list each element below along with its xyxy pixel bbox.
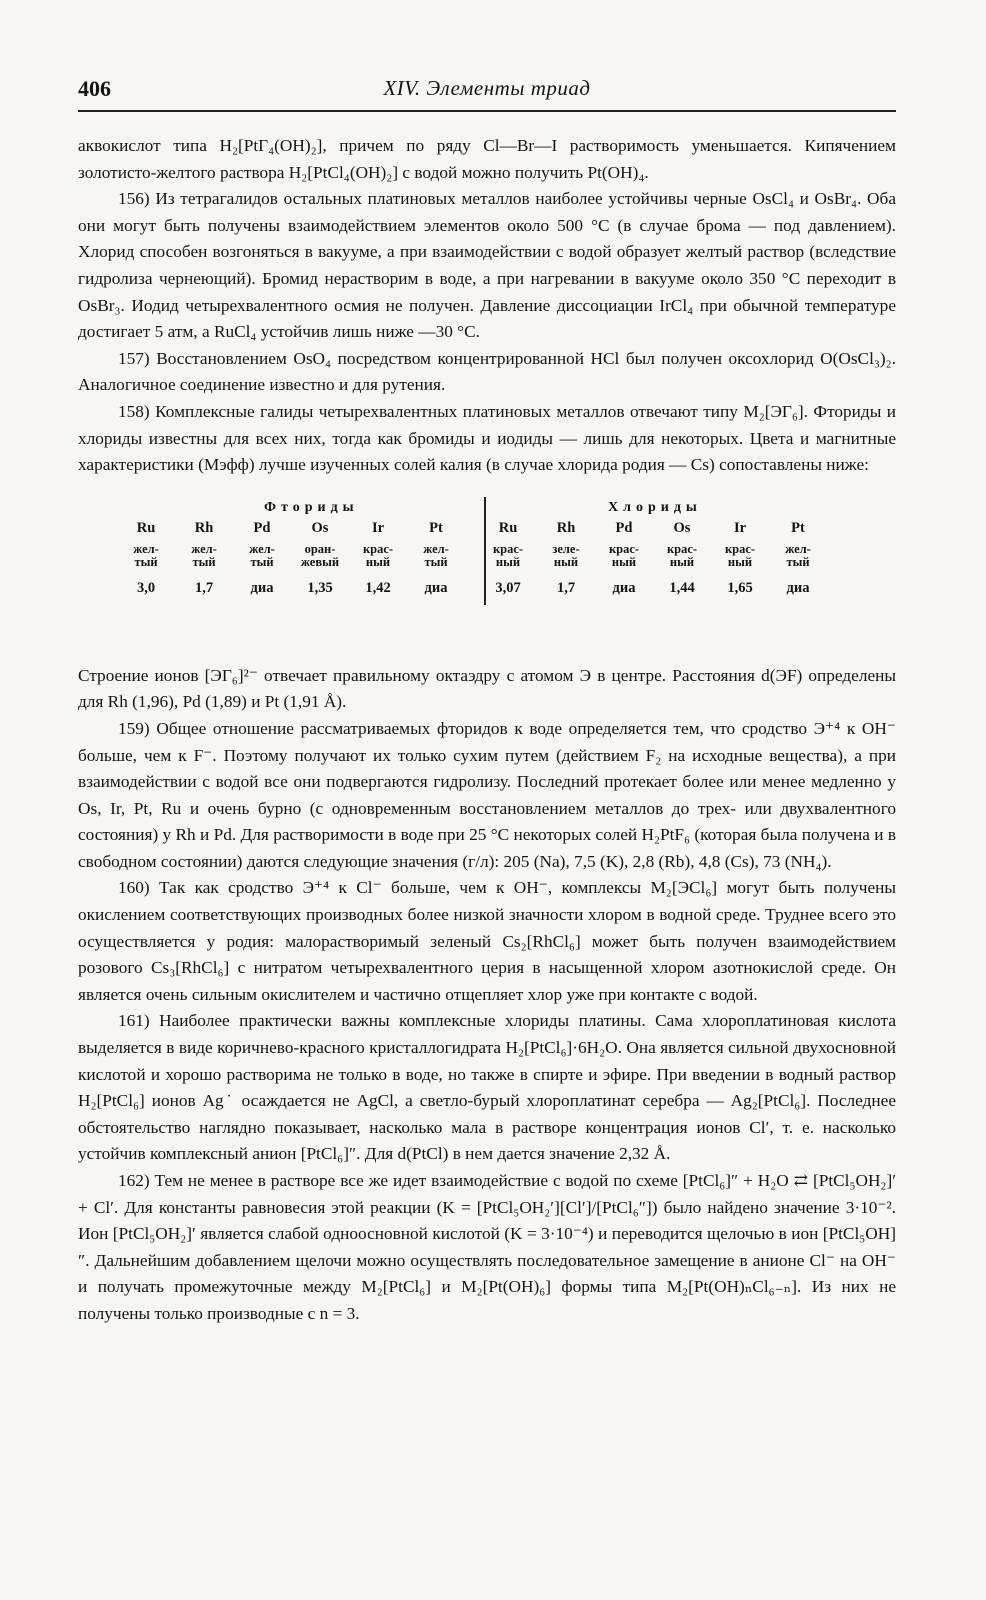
paragraphs-before-table (78, 133, 896, 479)
chlorides-color-label: жел- тый (785, 541, 811, 569)
fluorides-color-label: оран- жевый (300, 541, 340, 569)
chlorides-magnetic-moment: 3,07 (495, 579, 521, 596)
chlorides-magnetic-moment: 1,44 (669, 579, 695, 596)
chlorides-color-label: крас- ный (666, 541, 698, 569)
chlorides-element-symbol: Rh (556, 519, 576, 536)
fluorides-color-label: жел- тый (133, 541, 159, 569)
chlorides-magnetic-moment: диа (786, 579, 810, 596)
fluorides-magnetic-moment: диа (250, 579, 274, 596)
fluorides-element-symbol: Os (311, 519, 329, 536)
paragraph: Строение ионов [ЭГ₆]²⁻ отвечает правильному октаэдру с атомом Э в центре. Расстояния d(ЭF) определены для Rh (1,96), Pd (1,89) и Pt (1,91 Å). (78, 665, 896, 712)
chlorides-color-label: зеле- ный (552, 541, 580, 569)
paragraph: 159) Общее отношение рассматриваемых фторидов к воде определяется тем, что сродство Э⁺⁴ к OH⁻ больше, чем к F⁻. Поэтому получают их только сухим путем (действием F₂ на исходные вещества), а при взаимодействии с водой все они подвергаются гидролизу. Последний протекает более или менее медленно у Os, Ir, Pt, Ru и очень бурно (с одновременным восстановлением металлов до трех- или двухвалентного состояния) у Rh и Pd. Для растворимости в воде при 25 °C некоторых солей H₂PtF₆ (которая была получена и в свободном состоянии) даются следующие значения (г/л): 205 (Na), 7,5 (K), 2,8 (Rb), 4,8 (Cs), 73 (NH₄). (78, 718, 896, 871)
chlorides-magnetic-moment: 1,65 (727, 579, 753, 596)
paragraph: 162) Тем не менее в растворе все же идет взаимодействие с водой по схеме [PtCl₆]″ + H₂O ⇄ [PtCl₅OH₂]′ + Cl′. Для константы равновесия этой реакции (K = [PtCl₅OH₂′][Cl′]/[PtCl₆″]) было найдено значение 3·10⁻². Ион [PtCl₅OH₂]′ является слабой одноосновной кислотой (K = 3·10⁻⁴) и переводится щелочью в ион [PtCl₅OH]″. Дальнейшим добавлением щелочи можно осуществлять последовательное замещение в анионе Cl⁻ на OH⁻ и получать промежуточные между M₂[PtCl₆] и M₂[Pt(OH)₆] формы типа M₂[Pt(OH)ₙCl₆₋ₙ]. Из них не получены только производные с n = 3. (78, 1171, 896, 1323)
page-number: 406 (78, 76, 111, 101)
paragraph: 156) Из тетрагалидов остальных платиновых металлов наиболее устойчивы черные OsCl₄ и OsBr₄. Оба они могут быть получены взаимодействием элементов около 500 °C (в случае брома — под давлением). Хлорид способен возгоняться в вакууме, а при взаимодействии с водой образует желтый раствор (вследствие гидролиза чернеющий). Бромид нерастворим в воде, а при нагревании в вакууме около 350 °C переходит в OsBr₃. Иодид четырехвалентного осмия не получен. Давление диссоциации IrCl₄ при обычной температуре достигает 5 атм, а RuCl₄ устойчив лишь ниже —30 °C. (78, 189, 896, 342)
chlorides-element-symbol: Pd (615, 519, 633, 536)
chlorides-magnetic-moment: 1,7 (556, 579, 576, 596)
fluorides-element-symbol: Pt (429, 519, 443, 536)
fluorides-title: Фториды (264, 499, 359, 515)
running-title: XIV. Элементы триад (383, 76, 591, 100)
paragraph: 158) Комплексные галиды четырехвалентных платиновых металлов отвечают типу M₂[ЭГ₆]. Фториды и хлориды известны для всех них, тогда как бромиды и иодиды — лишь для некоторых. Цвета и магнитные характеристики (Mэфф) лучше изученных солей калия (в случае хлорида родия — Cs) сопоставлены ниже: (78, 401, 896, 475)
fluorides-element-symbol: Ru (136, 519, 156, 536)
chlorides-element-symbol: Os (673, 519, 691, 536)
fluorides-element-symbol: Pd (253, 519, 271, 536)
chlorides-color-label: крас- ный (492, 541, 524, 569)
chlorides-magnetic-moment: диа (612, 579, 636, 596)
paragraph: 161) Наиболее практически важны комплексные хлориды платины. Сама хлороплатиновая кислота выделяется в виде коричнево-красного кристаллогидрата H₂[PtCl₆]·6H₂O. Она является сильной двухосновной кислотой и хорошо растворима не только в воде, но также в спирте и эфире. При введении в водный раствор H₂[PtCl₆] ионов Ag˙ осаждается не AgCl, а светло-бурый хлороплатинат серебра — Ag₂[PtCl₆]. Последнее обстоятельство наглядно показывает, насколько мала в растворе концентрация ионов Cl′, т. е. насколько устойчив комплексный анион [PtCl₆]″. Для d(PtCl) в нем дается значение 2,32 Å. (78, 1011, 896, 1164)
paragraph: 157) Восстановлением OsO₄ посредством концентрированной HCl был получен оксохлорид O(OsCl₃)₂. Аналогичное соединение известно и для рутения. (78, 348, 896, 395)
chlorides-title: Хлориды (608, 499, 702, 515)
paragraph: аквокислот типа H₂[PtГ₄(OH)₂], причем по ряду Cl—Br—I растворимость уменьшается. Кипячением золотисто-желтого раствора H₂[PtCl₄(OH)₂] с водой можно получить Pt(OH)₄. (78, 136, 896, 182)
paragraphs-after-table (78, 663, 896, 1328)
fluorides-element-symbol: Rh (194, 519, 214, 536)
chlorides-element-symbol: Ru (498, 519, 518, 536)
fluorides-color-label: жел- тый (423, 541, 449, 569)
fluorides-color-label: жел- тый (249, 541, 275, 569)
fluorides-magnetic-moment: 3,0 (136, 579, 156, 596)
fluorides-magnetic-moment: диа (424, 579, 448, 596)
fluorides-color-label: крас- ный (362, 541, 394, 569)
header-rule (78, 110, 896, 112)
fluorides-magnetic-moment: 1,7 (194, 579, 214, 596)
fluorides-element-symbol: Ir (371, 519, 385, 536)
chlorides-color-label: крас- ный (608, 541, 640, 569)
paragraph: 160) Так как сродство Э⁺⁴ к Cl⁻ больше, чем к OH⁻, комплексы M₂[ЭCl₆] могут быть получены окислением соответствующих производных более низкой значности хлором в водной среде. Труднее всего это осуществляется у родия: малорастворимый зеленый Cs₂[RhCl₆] может быть получен взаимодействием розового Cs₃[RhCl₆] с нитратом четырехвалентного церия в насыщенной хлором азотнокислой среде. Он является очень сильным окислителем и частично отщепляет хлор уже при контакте с водой. (78, 878, 896, 1004)
fluorides-color-label: жел- тый (191, 541, 217, 569)
chlorides-element-symbol: Pt (791, 519, 805, 536)
fluorides-magnetic-moment: 1,42 (365, 579, 391, 596)
chlorides-element-symbol: Ir (733, 519, 747, 536)
page-header (78, 76, 896, 116)
halide-table (78, 495, 896, 645)
page-body (78, 133, 896, 1328)
chlorides-color-label: крас- ный (724, 541, 756, 569)
fluorides-magnetic-moment: 1,35 (307, 579, 333, 596)
